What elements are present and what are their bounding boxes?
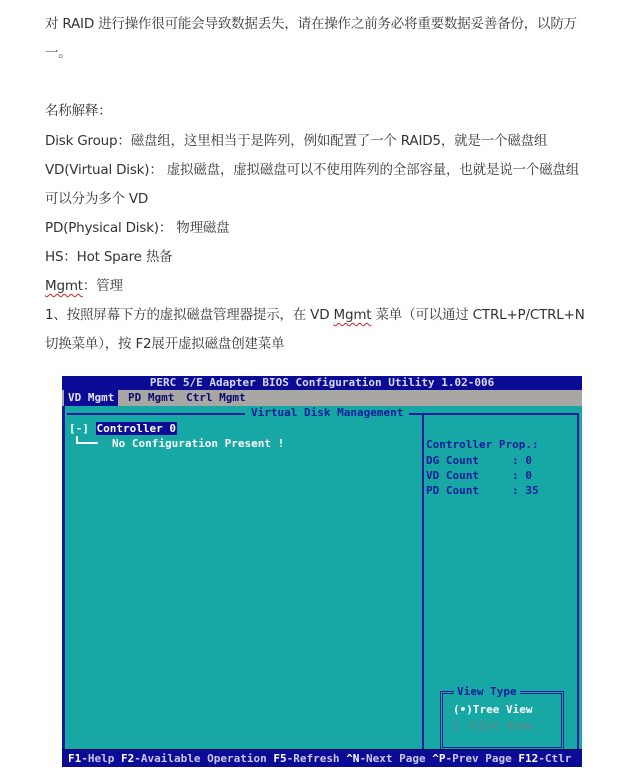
- warning-paragraph-line-1: 对 RAID 进行操作很可能会导致数据丢失，请在操作之前务必将重要数据妥善备份，以防万: [45, 16, 577, 32]
- expander-icon[interactable]: [-]: [69, 422, 89, 435]
- bios-status-bar: [62, 749, 582, 767]
- view-type-title: View Type: [454, 685, 520, 699]
- panel-divider: [422, 413, 424, 767]
- bios-title-bar: PERC 5/E Adapter BIOS Configuration Utility 1.02-006: [62, 376, 582, 390]
- key-ctrl-p-desc: -Prev Page: [445, 752, 512, 765]
- prop-value: 0: [525, 454, 532, 467]
- spellcheck-term: Mgmt: [333, 307, 372, 323]
- step1-prefix: 1、按照屏幕下方的虚拟磁盘管理器提示，在 VD: [45, 307, 334, 323]
- radio-list-view[interactable]: ( )List View: [453, 719, 533, 732]
- glossary-hot-spare: HS：Hot Spare 热备: [45, 249, 173, 265]
- key-f12-desc: -Ctlr: [538, 752, 572, 765]
- menu-ctrl-mgmt[interactable]: Ctrl Mgmt: [186, 391, 246, 404]
- key-ctrl-p: ^P: [432, 752, 446, 765]
- step1-suffix: 菜单（可以通过 CTRL+P/CTRL+N: [371, 307, 585, 323]
- bios-menu-bar: [62, 390, 582, 406]
- glossary-heading: 名称解释：: [45, 103, 112, 119]
- warning-paragraph-line-2: 一。: [45, 45, 72, 61]
- bios-screenshot: [62, 376, 582, 767]
- glossary-virtual-disk-cont: 可以分为多个 VD: [45, 191, 149, 207]
- prop-label: DG Count: [426, 454, 479, 467]
- key-ctrl-n: ^N: [346, 752, 360, 765]
- panel-right-border: [577, 413, 579, 767]
- key-f2-desc: -Available Operation: [134, 752, 267, 765]
- key-f2: F2: [121, 752, 135, 765]
- prop-dg-count: DG Count : 0: [426, 454, 532, 467]
- menu-vd-mgmt[interactable]: VD Mgmt: [64, 390, 118, 406]
- prop-value: 0: [525, 469, 532, 482]
- prop-label: PD Count: [426, 484, 479, 497]
- tree-child-node: [76, 437, 284, 451]
- tree-controller-node[interactable]: [69, 422, 177, 436]
- menu-pd-mgmt[interactable]: PD Mgmt: [128, 391, 175, 404]
- spellcheck-term: Mgmt: [45, 278, 83, 294]
- prop-pd-count: PD Count : 35: [426, 484, 539, 497]
- no-config-label: No Configuration Present !: [112, 437, 285, 450]
- controller-label[interactable]: Controller 0: [96, 422, 176, 435]
- tree-branch-icon: [76, 436, 98, 444]
- prop-vd-count: VD Count : 0: [426, 469, 532, 482]
- key-f5: F5: [273, 752, 287, 765]
- glossary-virtual-disk: VD(Virtual Disk)： 虚拟磁盘，虚拟磁盘可以不使用阵列的全部容量，也就是说一个磁盘组: [45, 162, 580, 178]
- key-f5-desc: -Refresh: [286, 752, 340, 765]
- controller-prop-header: Controller Prop.:: [426, 438, 539, 451]
- glossary-mgmt: [45, 277, 123, 295]
- frame-border: [62, 406, 65, 767]
- prop-label: VD Count: [426, 469, 479, 482]
- step1-line-1: [45, 306, 585, 324]
- prop-value: 35: [525, 484, 539, 497]
- glossary-mgmt-desc: ：管理: [82, 278, 123, 294]
- glossary-physical-disk: PD(Physical Disk)： 物理磁盘: [45, 220, 230, 236]
- step1-line-2: 切换菜单），按 F2展开虚拟磁盘创建菜单: [45, 336, 285, 352]
- panel-title: Virtual Disk Management: [245, 406, 409, 420]
- key-f1-desc: -Help: [81, 752, 115, 765]
- key-ctrl-n-desc: -Next Page: [359, 752, 426, 765]
- key-f12: F12: [518, 752, 539, 765]
- radio-tree-view[interactable]: (•)Tree View: [453, 703, 533, 716]
- key-f1: F1: [68, 752, 82, 765]
- glossary-disk-group: Disk Group：磁盘组，这里相当于是阵列，例如配置了一个 RAID5，就是一个磁盘组: [45, 133, 548, 149]
